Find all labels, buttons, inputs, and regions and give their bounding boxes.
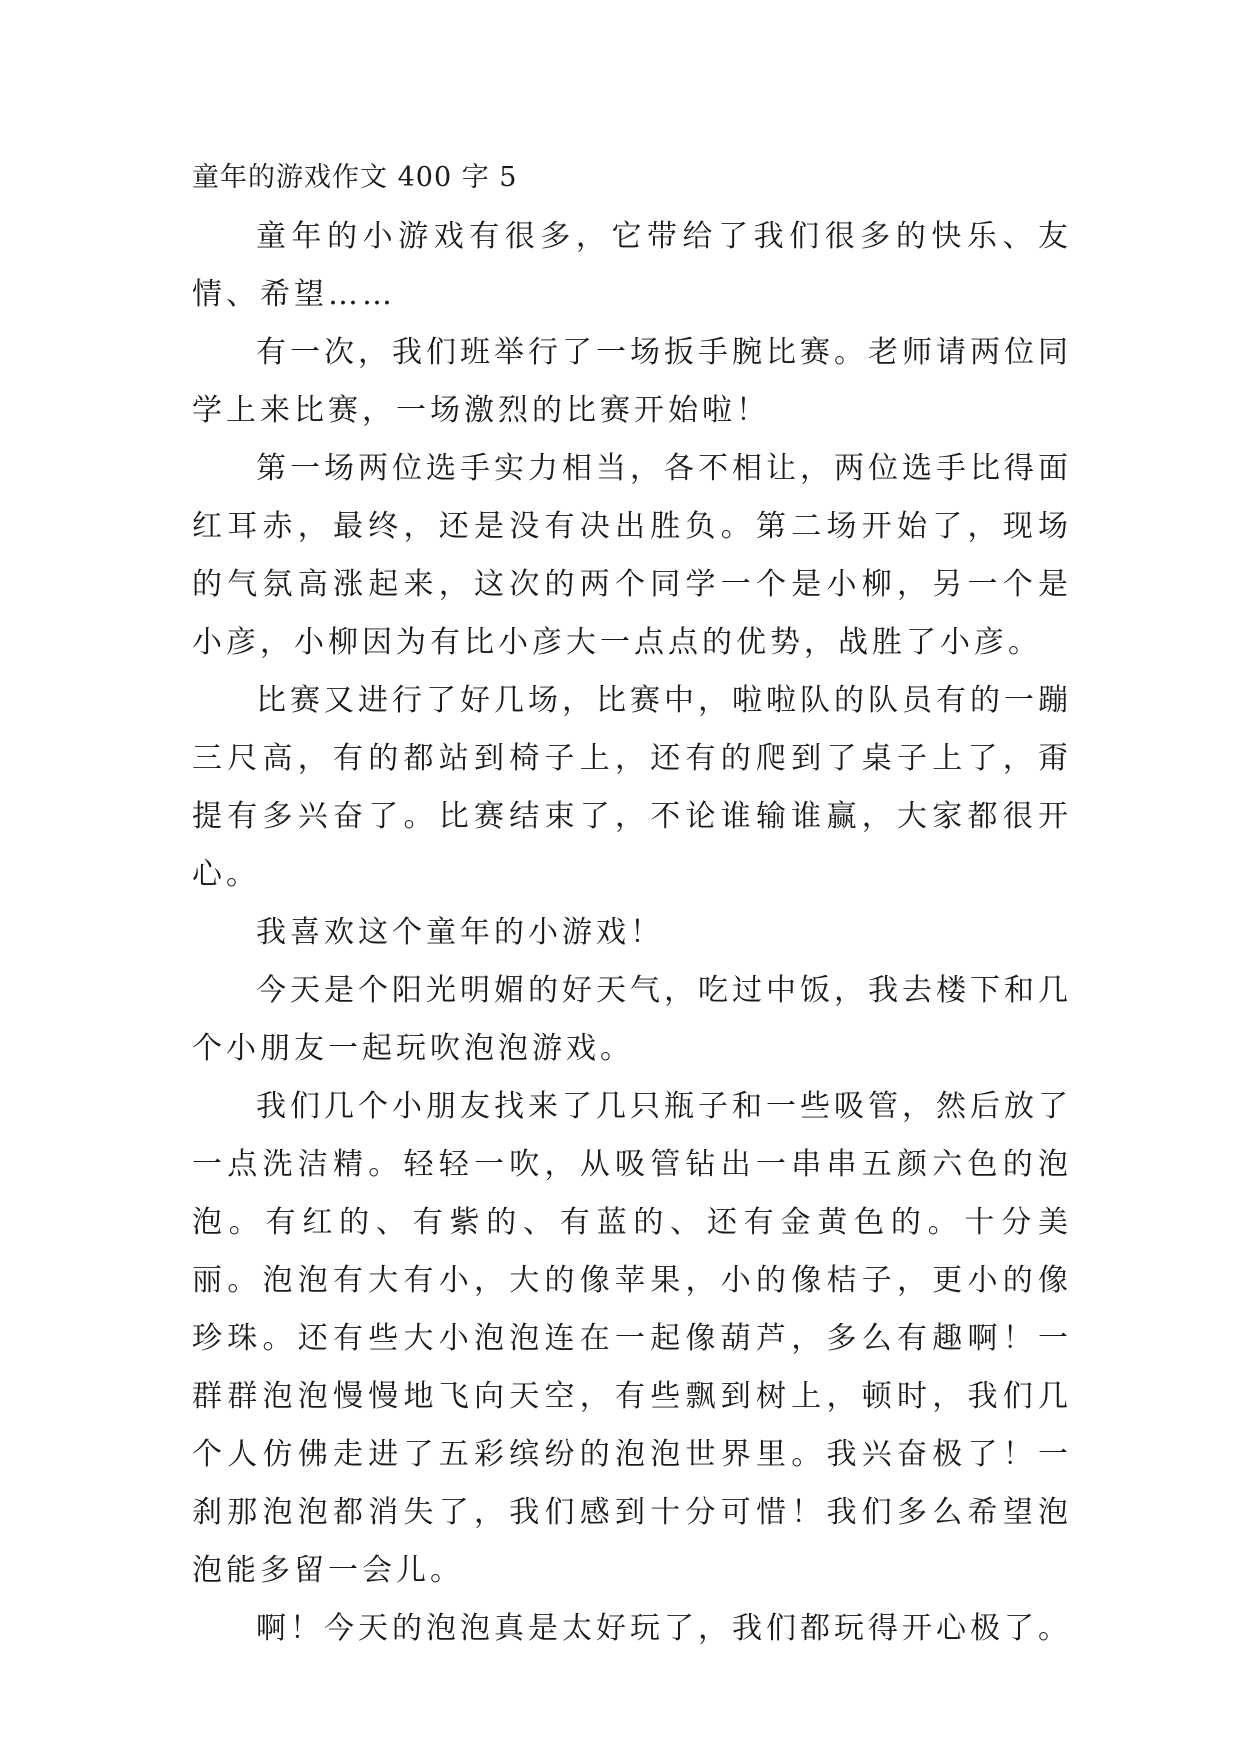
paragraph-1: 童年的小游戏有很多，它带给了我们很多的快乐、友情、希望…… [192, 219, 1072, 312]
document-title: 童年的游戏作文 400 字 5 [192, 162, 518, 193]
paragraph-5: 我喜欢这个童年的小游戏！ [256, 915, 664, 950]
paragraph-7: 我们几个小朋友找来了几只瓶子和一些吸管，然后放了一点洗洁精。轻轻一吹，从吸管钻出一串串五颜六色的泡泡。有红的、有紫的、有蓝的、还有金黄色的。十分美丽。泡泡有大有小，大的像苹果，小的像桔子，更小的像珍珠。还有些大小泡泡连在一起像葫芦，多么有趣啊！一群群泡泡慢慢地飞向天空，有些飘到树上，顿时，我们几个人仿佛走进了五彩缤纷的泡泡世界里。我兴奋极了！一刹那泡泡都消失了，我们感到十分可惜！我们多么希望泡泡能多留一会儿。 [192, 1089, 1072, 1588]
paragraph-4: 比赛又进行了好几场，比赛中，啦啦队的队员有的一蹦三尺高，有的都站到椅子上，还有的爬到了桌子上了，甭提有多兴奋了。比赛结束了，不论谁输谁赢，大家都很开心。 [192, 683, 1072, 892]
paragraph-8: 啊！今天的泡泡真是太好玩了，我们都玩得开心极了。 [256, 1611, 1072, 1646]
paragraph-6: 今天是个阳光明媚的好天气，吃过中饭，我去楼下和几个小朋友一起玩吹泡泡游戏。 [192, 973, 1072, 1066]
document-page [192, 162, 1072, 1658]
paragraph-2: 有一次，我们班举行了一场扳手腕比赛。老师请两位同学上来比赛，一场激烈的比赛开始啦！ [192, 335, 1072, 428]
paragraph-3: 第一场两位选手实力相当，各不相让，两位选手比得面红耳赤，最终，还是没有决出胜负。第二场开始了，现场的气氛高涨起来，这次的两个同学一个是小柳，另一个是小彦，小柳因为有比小彦大一点点的优势，战胜了小彦。 [192, 451, 1072, 660]
